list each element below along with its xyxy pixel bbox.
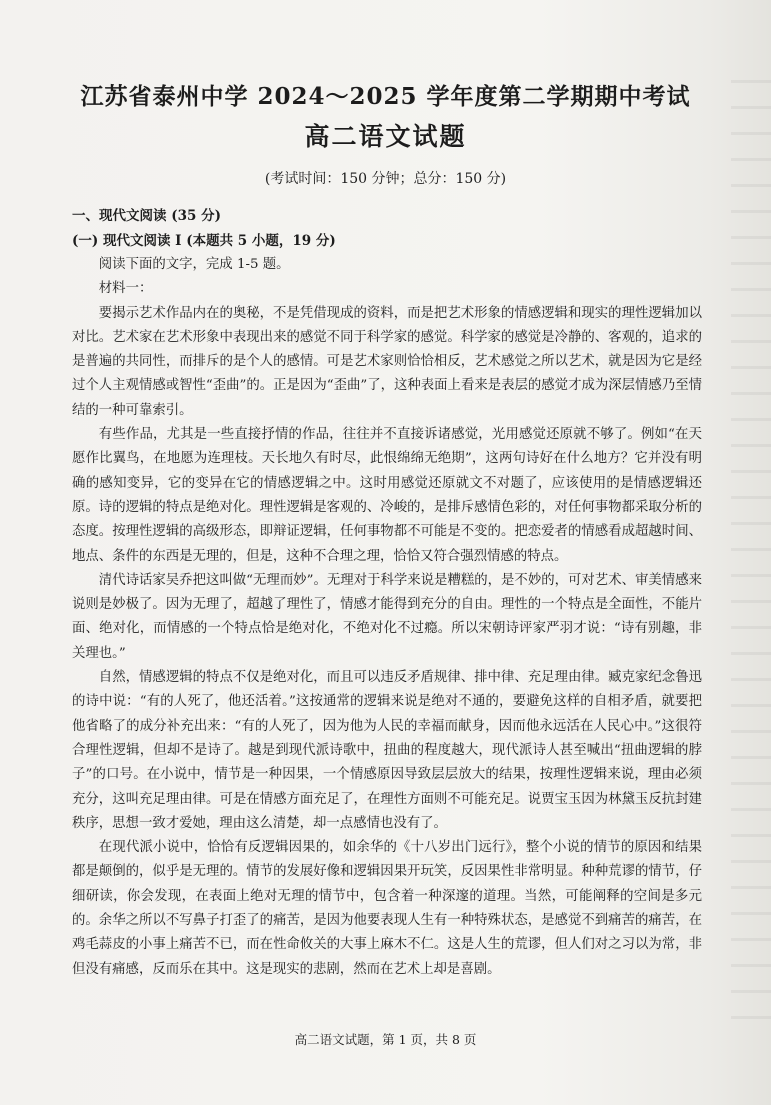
exam-subtitle: 高二语文试题: [304, 122, 467, 151]
passage-paragraph: 自然，情感逻辑的特点不仅是绝对化，而且可以违反矛盾规律、排中律、充足理由律。臧克家纪念鲁迅的诗中说：“有的人死了，他还活着。”这按通常的逻辑来说是绝对不通的，要避免这样的自相矛盾，就要把他省略了的成分补充出来：“有的人死了，因为他为人民的幸福而献身，因而他永远活在人民心中。”这很符合理性逻辑，但却不是诗了。越是到现代派诗歌中，扭曲的程度越大，现代派诗人甚至喊出“扭曲逻辑的脖子”的口号。在小说中，情节是一种因果，一个情感原因导致层层放大的结果，按理性逻辑来说，理由必须充分，这叫充足理由律。可是在情感方面充足了，在理性方面则不可能充足。说贾宝玉因为林黛玉反抗封建秩序，思想一致才爱她，理由这么清楚，却一点感情也没有了。: [72, 670, 702, 831]
exam-title: 江苏省泰州中学 2024～2025 学年度第二学期期中考试: [80, 83, 691, 110]
exam-time-and-score: (考试时间：150 分钟；总分：150 分): [264, 171, 507, 187]
passage-paragraph: 在现代派小说中，恰恰有反逻辑因果的，如余华的《十八岁出门远行》，整个小说的情节的原因和结果都是颠倒的，似乎是无理的。情节的发展好像和逻辑因果开玩笑，反因果性非常明显。种种荒谬的情节，仔细研读，你会发现，在表面上绝对无理的情节中，包含着一种深邃的道理。当然，可能阐释的空间是多元的。余华之所以不写鼻子打歪了的痛苦，是因为他要表现人生有一种特殊状态，是感觉不到痛苦的痛苦，在鸡毛蒜皮的小事上痛苦不已，而在性命攸关的大事上麻木不仁。这是人生的荒谬，但人们对之习以为常，非但没有痛感，反而乐在其中。这是现实的悲剧，然而在艺术上却是喜剧。: [72, 840, 702, 977]
reading-passage: [72, 253, 702, 982]
section-heading: 一、现代文阅读 (35 分): [72, 208, 221, 224]
subsection-heading: (一) 现代文阅读 Ⅰ (本题共 5 小题，19 分): [72, 233, 336, 249]
page-footer: 高二语文试题，第 1 页，共 8 页: [294, 1032, 477, 1047]
passage-paragraph: 有些作品，尤其是一些直接抒情的作品，往往并不直接诉诸感觉，光用感觉还原就不够了。例如“在天愿作比翼鸟，在地愿为连理枝。天长地久有时尽，此恨绵绵无绝期”，这两句诗好在什么地方？它并没有明确的感知变异，它的变异在它的情感逻辑之中。这时用感觉还原就文不对题了，应该使用的是情感逻辑还原。诗的逻辑的特点是绝对化。理性逻辑是客观的、冷峻的，是排斥感情色彩的，对任何事物都采取分析的态度。按理性逻辑的高级形态，即辩证逻辑，任何事物都不可能是不变的。把恋爱者的情感看成超越时间、地点、条件的东西是无理的，但是，这种不合理之理，恰恰又符合强烈情感的特点。: [72, 427, 702, 564]
show-through-shadow: [731, 80, 771, 1030]
passage-paragraph: 要揭示艺术作品内在的奥秘，不是凭借现成的资料，而是把艺术形象的情感逻辑和现实的理性逻辑加以对比。艺术家在艺术形象中表现出来的感觉不同于科学家的感觉。科学家的感觉是冷静的、客观的，追求的是普遍的共同性，而排斥的是个人的感情。可是艺术家则恰恰相反，艺术感觉之所以艺术，就是因为它是经过个人主观情感或智性“歪曲”的。正是因为“歪曲”了，这种表面上看来是表层的感觉才成为深层情感乃至情结的一种可靠索引。: [72, 305, 702, 418]
passage-paragraph: 清代诗话家吴乔把这叫做“无理而妙”。无理对于科学来说是糟糕的，是不妙的，可对艺术、审美情感来说则是妙极了。因为无理了，超越了理性了，情感才能得到充分的自由。理性的一个特点是全面性，不能片面、绝对化，而情感的一个特点恰是绝对化，不绝对化不过瘾。所以宋朝诗评家严羽才说：“诗有别趣，非关理也。”: [72, 572, 702, 661]
passage-instruction: 阅读下面的文字，完成 1-5 题。: [98, 257, 290, 272]
material-label: 材料一：: [98, 281, 153, 297]
